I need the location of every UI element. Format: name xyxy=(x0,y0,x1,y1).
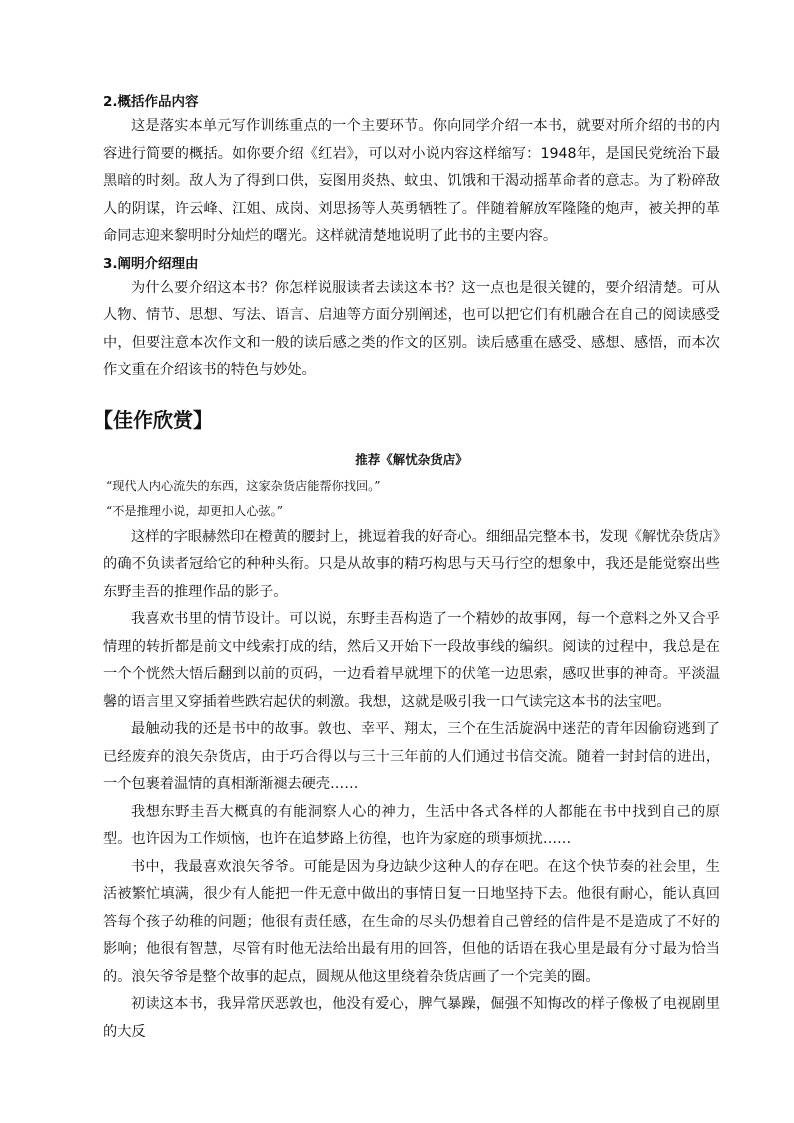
article-title: 推荐《解忧杂货店》 xyxy=(355,451,468,467)
article-paragraph: 我喜欢书里的情节设计。可以说，东野圭吾构造了一个精妙的故事网，每一个意料之外又合乎情理的转折都是前文中线索打成的结，然后又开始下一段故事线的编织。阅读的过程中，我总是在一个个恍然大悟后翻到以前的页码，一边看着早就埋下的伏笔一边思索，感叹世事的神奇。平淡温馨的语言里又穿插着些跌宕起伏的刺激。我想，这就是吸引我一口气读完这本书的法宝吧。 xyxy=(103,611,720,710)
showcase-section-title: 【佳作欣赏】 xyxy=(93,407,213,432)
article-paragraph: 初读这本书，我异常厌恶敦也，他没有爱心，脾气暴躁，倔强不知悔改的样子像极了电视剧里的大反 xyxy=(103,996,720,1040)
section-3-paragraph: 为什么要介绍这本书？你怎样说服读者去读这本书？这一点也是很关键的，要介绍清楚。可从人物、情节、思想、写法、语言、启迪等方面分别阐述，也可以把它们有机融合在自己的阅读感受中，但要注意本次作文和一般的读后感之类的作文的区别。读后感重在感受、感想、感悟，而本次作文重在介绍该书的特色与妙处。 xyxy=(103,279,720,378)
page-content xyxy=(93,92,720,1046)
article-paragraph: 最触动我的还是书中的故事。敦也、幸平、翔太，三个在生活旋涡中迷茫的青年因偷窃逃到了已经废弃的浪矢杂货店，由于巧合得以与三十三年前的人们通过书信交流。随着一封封信的进出，一个包裹着温情的真相渐渐褪去硬壳…… xyxy=(103,721,720,792)
section-3-heading: 3.阐明介绍理由 xyxy=(103,255,199,272)
article-paragraph: 书中，我最喜欢浪矢爷爷。可能是因为身边缺少这种人的存在吧。在这个快节奏的社会里，生活被繁忙填满，很少有人能把一件无意中做出的事情日复一日地坚持下去。他很有耐心，能认真回答每个孩子幼稚的问题；他很有责任感，在生命的尽头仍想着自己曾经的信件是不是造成了不好的影响；他很有智慧，尽管有时他无法给出最有用的回答，但他的话语在我心里是最有分寸最为恰当的。浪矢爷爷是整个故事的起点，圆规从他这里绕着杂货店画了一个完美的圈。 xyxy=(103,858,720,985)
section-2-heading: 2.概括作品内容 xyxy=(103,94,199,110)
article-paragraph: 这样的字眼赫然印在橙黄的腰封上，挑逗着我的好奇心。细细品完整本书，发现《解忧杂货店》的确不负读者冠给它的种种头衔。只是从故事的精巧构思与天马行空的想象中，我还是能觉察出些东野圭吾的推理作品的影子。 xyxy=(103,528,720,600)
article-paragraph: 我想东野圭吾大概真的有能洞察人心的神力，生活中各式各样的人都能在书中找到自己的原型。也许因为工作烦恼，也许在追梦路上彷徨，也许为家庭的琐事烦扰…… xyxy=(103,803,720,847)
article-quote: “不是推理小说，却更扣人心弦。” xyxy=(106,503,283,518)
article-quote: “现代人内心流失的东西，这家杂货店能帮你找回。” xyxy=(106,478,381,493)
section-2-paragraph: 这是落实本单元写作训练重点的一个主要环节。你向同学介绍一本书，就要对所介绍的书的内容进行简要的概括。如你要介绍《红岩》，可以对小说内容这样缩写：1948年，是国民党统治下最黑暗的时刻。敌人为了得到口供，妄图用炎热、蚊虫、饥饿和干渴动摇革命者的意志。为了粉碎敌人的阴谋，许云峰、江姐、成岗、刘思扬等人英勇牺牲了。伴随着解放军隆隆的炮声，被关押的革命同志迎来黎明时分灿烂的曙光。这样就清楚地说明了此书的主要内容。 xyxy=(103,118,720,244)
